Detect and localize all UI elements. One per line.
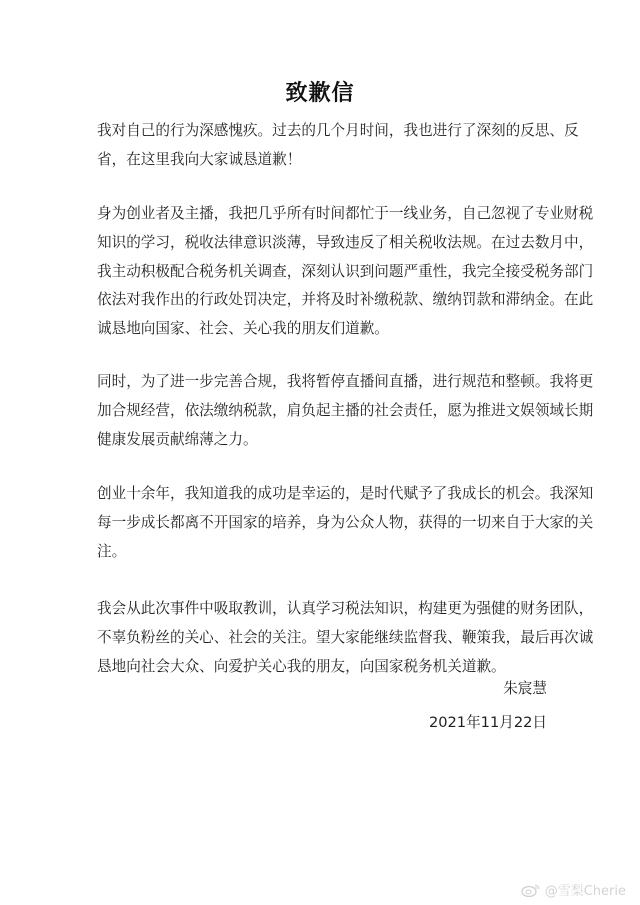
paragraph-line: 注。 xyxy=(97,542,127,560)
paragraph-line: 我对自己的行为深感愧疚。过去的几个月时间，我也进行了深刻的反思、反 xyxy=(97,122,579,139)
paragraph-line: 依法对我作出的行政处罚决定，并将及时补缴税款、缴纳罚款和滞纳金。在此 xyxy=(97,291,594,309)
signature-name: 朱宸慧 xyxy=(503,680,547,697)
paragraph-line: 每一步成长都离不开国家的培养，身为公众人物，获得的一切来自于大家的关 xyxy=(97,513,594,531)
watermark-text: @雪梨Cherie xyxy=(544,884,626,899)
paragraph-line: 同时，为了进一步完善合规，我将暂停直播间直播，进行规范和整顿。我将更 xyxy=(97,373,594,390)
paragraph-line: 省，在这里我向大家诚恳道歉！ xyxy=(97,150,302,168)
paragraph-line: 加合规经营，依法缴纳税款，肩负起主播的社会责任，愿为推进文娱领域长期 xyxy=(97,401,594,419)
paragraph-line: 我主动积极配合税务机关调查，深刻认识到问题严重性，我完全接受税务部门 xyxy=(97,262,594,280)
paragraph-2 xyxy=(97,200,594,344)
weibo-watermark xyxy=(521,880,626,899)
paragraph-1 xyxy=(97,117,579,175)
paragraph-3 xyxy=(97,368,594,454)
letter-title: 致歉信 xyxy=(285,81,355,106)
weibo-icon xyxy=(521,883,541,897)
paragraph-line: 健康发展贡献绵薄之力。 xyxy=(97,430,258,448)
paragraph-line: 诚恳地向国家、社会、关心我的朋友们道歉。 xyxy=(97,320,389,338)
paragraph-line: 知识的学习，税收法律意识淡薄，导致违反了相关税收法规。在过去数月中， xyxy=(97,233,594,251)
paragraph-line: 我会从此次事件中吸取教训，认真学习税法知识，构建更为强健的财务团队， xyxy=(97,600,594,617)
paragraph-4 xyxy=(97,480,594,566)
letter-date: 2021年11月22日 xyxy=(428,714,547,731)
paragraph-line: 身为创业者及主播，我把几乎所有时间都忙于一线业务，自己忽视了专业财税 xyxy=(97,205,594,222)
paragraph-5 xyxy=(97,595,594,681)
paragraph-line: 创业十余年，我知道我的成功是幸运的，是时代赋予了我成长的机会。我深知 xyxy=(97,485,594,502)
paragraph-line: 恳地向社会大众、向爱护关心我的朋友，向国家税务机关道歉。 xyxy=(97,657,506,675)
paragraph-line: 不辜负粉丝的关心、社会的关注。望大家能继续监督我、鞭策我，最后再次诚 xyxy=(97,628,594,646)
